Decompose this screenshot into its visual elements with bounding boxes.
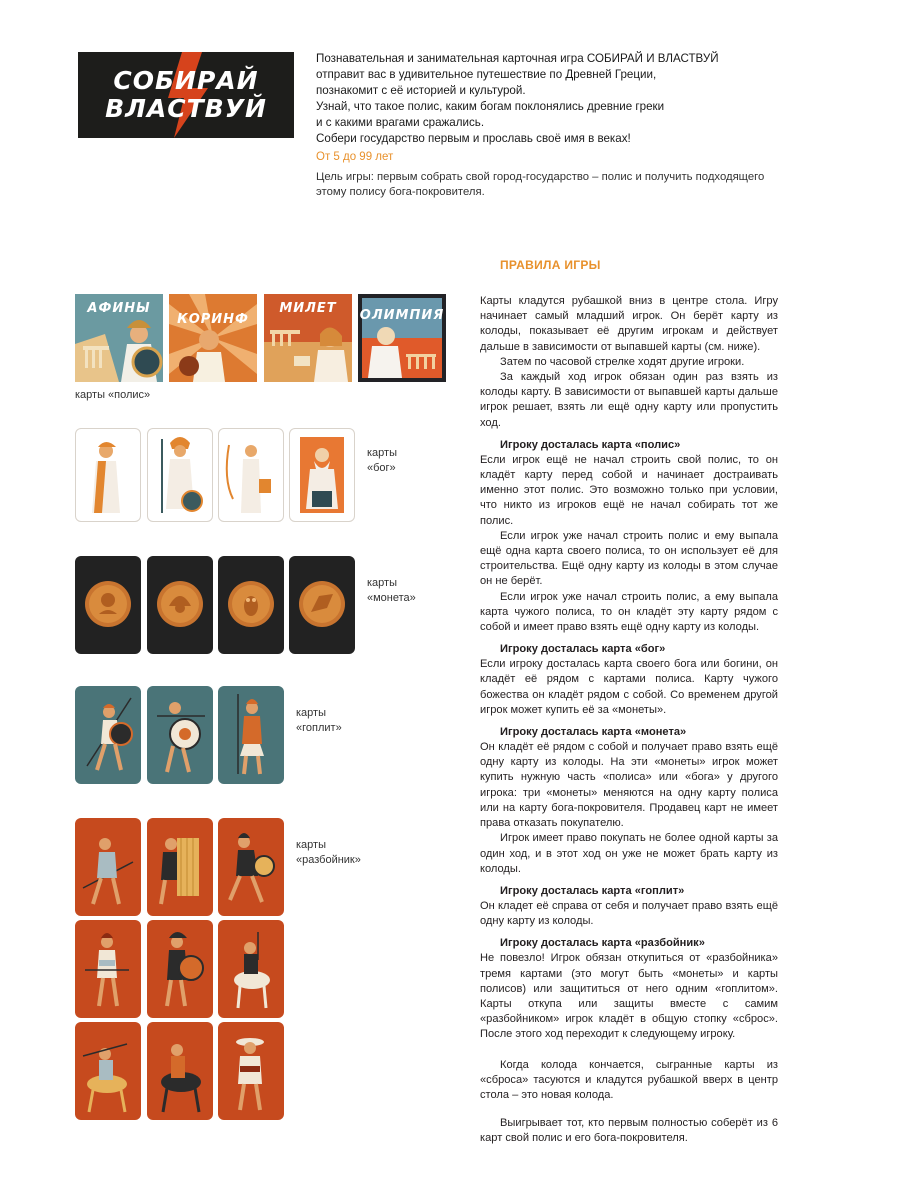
god-figure-illustration [219,429,283,521]
robber-card [147,920,213,1018]
rules-paragraph: Если игрок ещё не начал строить свой полис, то он кладёт карту перед собой и начинает достраивать именно этот полис. Это возможно только при условии, что никто из игроков ещё не начал собирать тот же полис. [480,453,778,527]
hoplite-cards-caption: карты «гоплит» [296,707,342,734]
polis-title-athens: АФИНЫ [87,301,151,316]
game-logo [78,52,294,138]
robber-card [147,818,213,916]
god-figure-illustration [290,429,354,521]
robber-card [218,920,284,1018]
god-card [147,428,213,522]
coin-card [147,556,213,654]
rules-title: ПРАВИЛА ИГРЫ [500,258,601,272]
hoplite-illustration [147,686,213,784]
polis-card-miletus [264,294,352,382]
robber-card [218,1022,284,1120]
hoplite-card [147,686,213,784]
corinth-illustration [169,294,257,382]
rules-paragraph: Карты кладутся рубашкой вниз в центре стола. Игру начинает самый младший игрок. Он берёт карту из колоды, показывает её другим игрокам и действует дальше в зависимости от выпавшей карты (см. ниже). [480,295,778,353]
rules-heading-polis: Игроку досталась карта «полис» [500,438,681,451]
rules-paragraph: Не повезло! Игрок обязан откупиться от «разбойника» тремя картами (это могут быть «монеты» и карты полисов) или защититься от него одним «гоплитом». Карты откупа или защиты вместе с самим «разбойником» игрок кладёт в общую стопку «сброс». После этого ход переходит к следующему игроку. [480,952,778,1041]
rules-heading-god: Игроку досталась карта «бог» [500,643,666,656]
god-card [75,428,141,522]
god-card [289,428,355,522]
game-goal: Цель игры: первым собрать свой город-государство – полис и получить подходящего этому полису бога-покровителя. [316,171,765,198]
polis-card-athens [75,294,163,382]
rules-paragraph: Игрок имеет право покупать не более одной карты за один ход, и в этот ход он уже не может брать карту из колоды. [480,832,778,875]
robber-card [75,818,141,916]
robber-illustration [147,1022,213,1120]
logo-line-1: СОБИРАЙ [113,66,259,95]
robber-illustration [75,1022,141,1120]
intro-text: Познавательная и занимательная карточная игра СОБИРАЙ И ВЛАСТВУЙ отправит вас в удивительное путешествие по Древней Греции, познакомит с её историей и культурой. Узнай, что такое полис, каким богам поклонялись древние греки и с какими врагами сражались. Собери государство первым и прославь своё имя в веках! [316,52,719,145]
coin-illustration [289,556,355,654]
rules-heading-robber: Игроку досталась карта «разбойник» [500,937,705,950]
rules-text [480,294,778,1147]
coin-illustration [147,556,213,654]
rules-paragraph: Если игроку досталась карта своего бога или богини, он кладёт её рядом с картами полиса. Карту чужого божества он кладёт рядом с собой. Со временем другой игрок может купить её за «монеты». [480,658,778,716]
polis-title-olympia: ОЛИМПИЯ [359,308,445,323]
coin-card [218,556,284,654]
god-figure-illustration [148,429,212,521]
hoplite-card [75,686,141,784]
robber-card [218,818,284,916]
rules-paragraph: За каждый ход игрок обязан один раз взять из колоды карту. В зависимости от выпавшей карты дальше игрок решает, взять ли ещё одну карту или пропустить ход. [480,371,778,429]
logo-line-2: ВЛАСТВУЙ [105,94,267,123]
robber-illustration [147,920,213,1018]
rules-paragraph: Он кладет её справа от себя и получает право взять ещё одну карту из колоды. [480,899,778,928]
hoplite-illustration [75,686,141,784]
robber-illustration [75,818,141,916]
age-range: От 5 до 99 лет [316,151,394,163]
god-card [218,428,284,522]
god-figure-illustration [76,429,140,521]
rules-paragraph: Затем по часовой стрелке ходят другие игроки. [500,355,745,368]
rules-paragraph: Если игрок уже начал строить полис, а ему выпала карта чужого полиса, то он кладёт эту карту рядом с собой и имеет право взять ещё одну карту из колоды. [480,590,778,634]
rules-paragraph: Выигрывает тот, кто первым полностью соберёт из 6 карт свой полис и его бога-покровителя. [480,1117,778,1145]
coin-illustration [75,556,141,654]
robber-illustration [147,818,213,916]
rules-heading-hoplite: Игроку досталась карта «гоплит» [500,884,685,897]
polis-cards-caption: карты «полис» [75,389,151,401]
rules-heading-coin: Игроку досталась карта «монета» [500,726,687,739]
coin-illustration [218,556,284,654]
robber-illustration [218,818,284,916]
robber-card [147,1022,213,1120]
rules-paragraph: Он кладёт её рядом с собой и получает право взять ещё одну карту из колоды. На эти «монеты» игрок может купить нужную часть «полиса» или «бога» у другого игрока: три «монеты» меняются на одну карту полиса или на карту бога-покровителя. Продавец карт не имеет права отказать покупателю. [480,741,778,830]
coin-card [289,556,355,654]
robber-illustration [75,920,141,1018]
robber-illustration [218,1022,284,1120]
coin-cards-caption: карты «монета» [367,577,416,604]
rules-paragraph: Когда колода кончается, сыгранные карты из «сброса» тасуются и кладутся рубашкой вверх в центр стола – это новая колода. [480,1058,778,1101]
coin-card [75,556,141,654]
polis-title-miletus: МИЛЕТ [279,301,337,316]
hoplite-illustration [218,686,284,784]
hoplite-card [218,686,284,784]
robber-cards-caption: карты «разбойник» [296,839,361,866]
god-cards-caption: карты «бог» [367,447,397,474]
polis-card-corinth [169,294,257,382]
polis-card-olympia [358,294,446,382]
polis-title-corinth: КОРИНФ [177,312,249,327]
rules-paragraph: Если игрок уже начал строить полис и ему выпала ещё одна карта своего полиса, то он использует её для строительства. Ещё одну карту из колоды в этом случае он не берёт. [480,529,778,588]
robber-illustration [218,920,284,1018]
robber-card [75,1022,141,1120]
robber-card [75,920,141,1018]
